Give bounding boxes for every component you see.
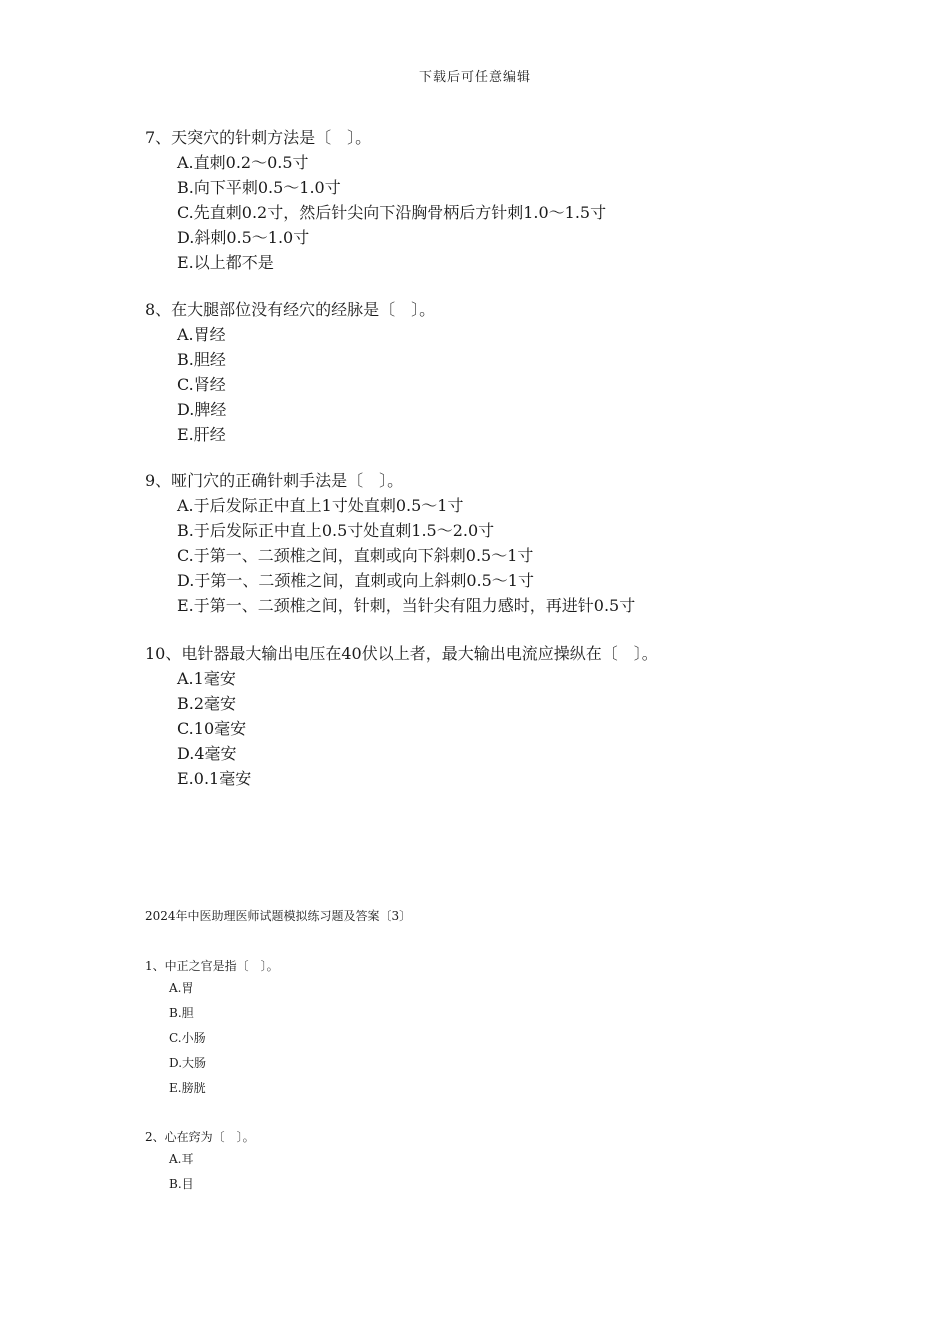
option-d: D.大肠 bbox=[169, 1056, 207, 1070]
option-a: A.耳 bbox=[169, 1152, 194, 1166]
option-a: A.于后发际正中直上1寸处直刺0.5～1寸 bbox=[177, 496, 464, 515]
question-stem: 1、中正之官是指〔 〕。 bbox=[145, 959, 279, 973]
option-d: D.4毫安 bbox=[177, 744, 237, 763]
option-c: C.肾经 bbox=[177, 375, 226, 394]
option-a: A.胃 bbox=[169, 981, 194, 995]
option-a: A.胃经 bbox=[177, 325, 226, 344]
option-e: E.膀胱 bbox=[169, 1081, 206, 1095]
question-stem: 2、心在窍为〔 〕。 bbox=[145, 1130, 255, 1144]
question-10 bbox=[0, 641, 950, 791]
option-b: B.于后发际正中直上0.5寸处直刺1.5～2.0寸 bbox=[177, 521, 495, 540]
question-stem: 10、电针器最大输出电压在40伏以上者，最大输出电流应操纵在〔 〕。 bbox=[145, 644, 658, 663]
option-b: B.胆 bbox=[169, 1006, 194, 1020]
question-7 bbox=[0, 125, 950, 275]
option-b: B.2毫安 bbox=[177, 694, 237, 713]
question-9 bbox=[0, 468, 950, 618]
question-1 bbox=[0, 956, 950, 1101]
option-e: E.肝经 bbox=[177, 425, 226, 444]
option-c: C.先直刺0.2寸，然后针尖向下沿胸骨柄后方针刺1.0～1.5寸 bbox=[177, 203, 607, 222]
option-c: C.10毫安 bbox=[177, 719, 247, 738]
option-a: A.直刺0.2～0.5寸 bbox=[177, 153, 309, 172]
option-c: C.于第一、二颈椎之间，直刺或向下斜刺0.5～1寸 bbox=[177, 546, 534, 565]
option-d: D.于第一、二颈椎之间，直刺或向上斜刺0.5～1寸 bbox=[177, 571, 534, 590]
option-a: A.1毫安 bbox=[177, 669, 236, 688]
option-e: E.于第一、二颈椎之间，针刺，当针尖有阻力感时，再进针0.5寸 bbox=[177, 596, 636, 615]
question-2 bbox=[0, 1127, 950, 1197]
option-c: C.小肠 bbox=[169, 1031, 206, 1045]
question-stem: 8、在大腿部位没有经穴的经脉是〔 〕。 bbox=[145, 300, 436, 319]
question-8 bbox=[0, 297, 950, 447]
section-title: 2024年中医助理医师试题模拟练习题及答案〔3〕 bbox=[145, 909, 412, 923]
question-stem: 7、天突穴的针刺方法是〔 〕。 bbox=[145, 128, 372, 147]
option-b: B.胆经 bbox=[177, 350, 226, 369]
option-d: D.斜刺0.5～1.0寸 bbox=[177, 228, 310, 247]
question-stem: 9、哑门穴的正确针刺手法是〔 〕。 bbox=[145, 471, 404, 490]
option-e: E.0.1毫安 bbox=[177, 769, 252, 788]
option-b: B.向下平刺0.5～1.0寸 bbox=[177, 178, 341, 197]
option-d: D.脾经 bbox=[177, 400, 227, 419]
option-e: E.以上都不是 bbox=[177, 253, 274, 272]
option-b: B.目 bbox=[169, 1177, 194, 1191]
page-header: 下载后可任意编辑 bbox=[418, 70, 531, 85]
